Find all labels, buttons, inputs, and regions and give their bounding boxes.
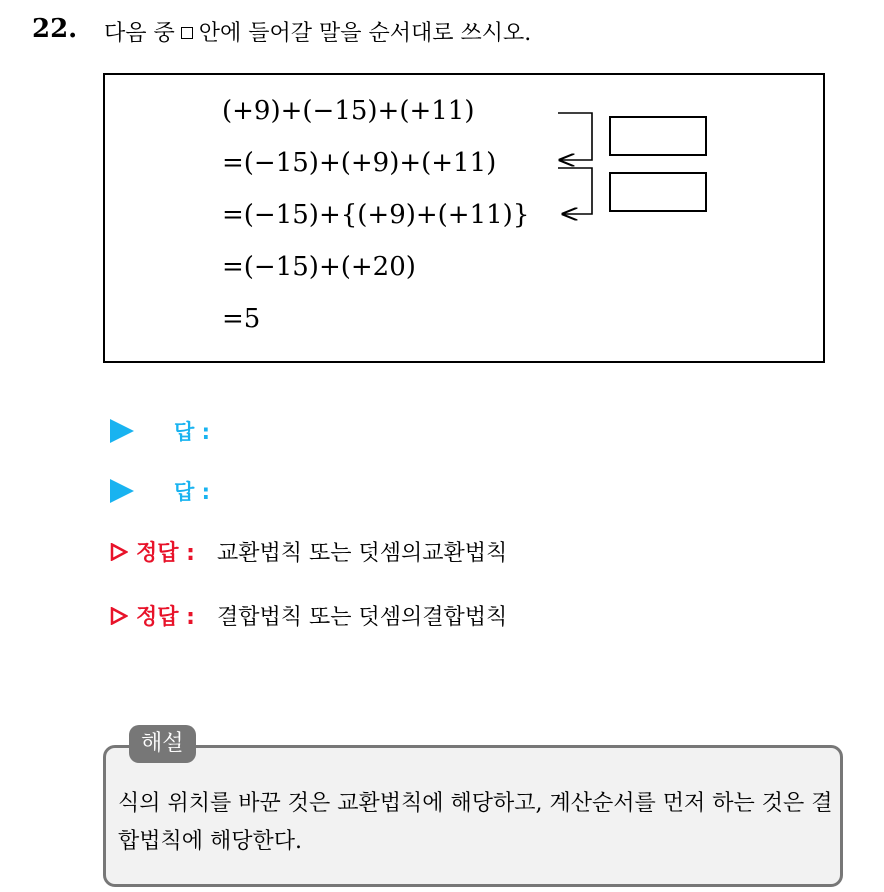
question-number: 22. [32, 14, 78, 44]
question-text-before: 다음 중 [104, 21, 175, 46]
correct-label: 정답 : [136, 541, 195, 566]
correct-label: 정답 : [136, 605, 195, 630]
equation-line-2: =(−15)+(+9)+(+11) [222, 148, 497, 178]
equation-line-4: =(−15)+(+20) [222, 252, 416, 282]
answer-row-2 [110, 476, 210, 506]
equation-line-3: =(−15)+{(+9)+(+11)} [222, 200, 530, 230]
play-triangle-icon [110, 479, 134, 503]
play-triangle-icon [110, 419, 134, 443]
answer-blank-1 [609, 116, 707, 156]
correct-answer-2: 결합법칙 또는 덧셈의결합법칙 [216, 605, 508, 630]
answer-label: 답 : [174, 480, 210, 504]
equation-line-5: =5 [222, 304, 261, 334]
answer-label: 답 : [174, 420, 210, 444]
outline-triangle-icon [110, 543, 128, 561]
correct-answer-row-1 [110, 536, 507, 567]
answer-blank-2 [609, 172, 707, 212]
explanation-tab: 해설 [129, 725, 196, 763]
question-text-after: 안에 들어갈 말을 순서대로 쓰시오. [198, 21, 532, 46]
correct-answer-1: 교환법칙 또는 덧셈의교환법칙 [216, 541, 508, 566]
explanation-text: 식의 위치를 바꾼 것은 교환법칙에 해당하고, 계산순서를 먼저 하는 것은 결합법칙에 해당한다. [118, 791, 833, 854]
answer-row-1 [110, 416, 210, 446]
outline-triangle-icon [110, 607, 128, 625]
correct-answer-row-2 [110, 600, 507, 631]
equation-line-1: (+9)+(−15)+(+11) [222, 96, 475, 126]
